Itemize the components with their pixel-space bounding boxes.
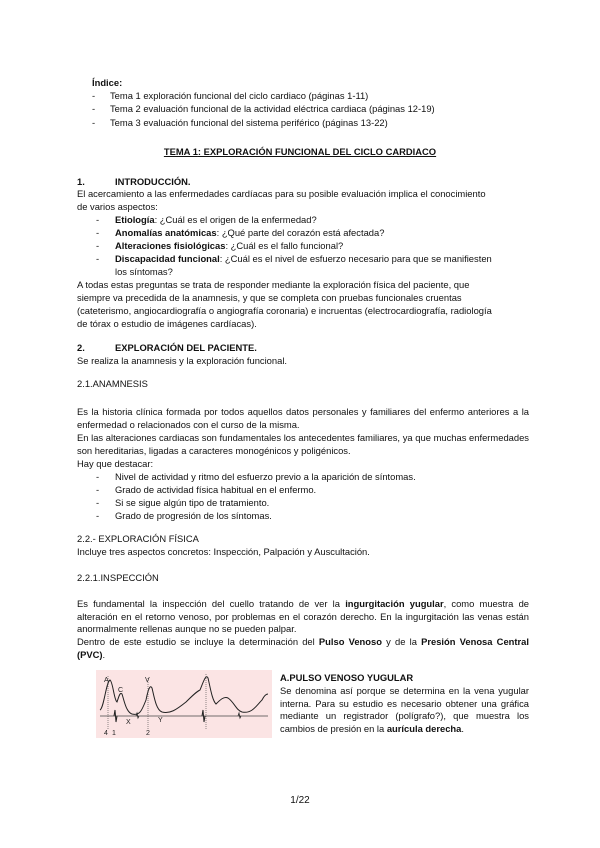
- label-v: V: [145, 677, 150, 684]
- aspect-dash: -: [96, 214, 100, 225]
- index-dash: -: [92, 90, 96, 101]
- section-1-para-line-4: de tórax o estudio de imágenes cardíacas).: [77, 318, 257, 329]
- section-1-number: 1.: [77, 176, 85, 187]
- anamnesis-dash: -: [96, 484, 100, 495]
- aspect-alteraciones: Alteraciones fisiológicas: ¿Cuál es el fallo funcional?: [115, 240, 344, 251]
- section-2-title: EXPLORACIÓN DEL PACIENTE.: [115, 342, 257, 353]
- inspeccion-paragraph-2: Dentro de este estudio se incluye la determinación del Pulso Venoso y de la Presión Venosa Central (PVC).: [77, 636, 529, 660]
- label-y: Y: [158, 717, 163, 724]
- anamnesis-dash: -: [96, 510, 100, 521]
- inspeccion-paragraph-1: Es fundamental la inspección del cuello tratando de ver la ingurgitación yugular, como muestra de alteración en el retorno venoso, por problemas en el corazón derecho. En la ingurgitación las venas están anormalmente rellenas aunque no se pueden palpar.: [77, 598, 529, 635]
- section-2-2-line: Incluye tres aspectos concretos: Inspección, Palpación y Auscultación.: [77, 546, 370, 557]
- aspect-discapacidad-cont: los síntomas?: [115, 266, 173, 277]
- aspect-dash: -: [96, 240, 100, 251]
- pulso-venoso-figure: [96, 670, 272, 738]
- index-item-2: Tema 2 evaluación funcional de la actividad eléctrica cardiaca (páginas 12-19): [110, 103, 435, 114]
- index-dash: -: [92, 103, 96, 114]
- section-1-intro-line-2: de varios aspectos:: [77, 201, 158, 212]
- aspect-anomalias: Anomalías anatómicas: ¿Qué parte del corazón está afectada?: [115, 227, 385, 238]
- anamnesis-item-1: Nivel de actividad y ritmo del esfuerzo previo a la aparición de síntomas.: [115, 471, 416, 482]
- tema-heading: TEMA 1: EXPLORACIÓN FUNCIONAL DEL CICLO CARDIACO: [163, 146, 437, 157]
- anamnesis-item-3: Si se sigue algún tipo de tratamiento.: [115, 497, 270, 508]
- index-item-1: Tema 1 exploración funcional del ciclo cardiaco (páginas 1-11): [110, 90, 369, 101]
- section-2-line: Se realiza la anamnesis y la exploración funcional.: [77, 355, 288, 366]
- label-c: C: [118, 687, 124, 694]
- label-1: 1: [112, 730, 116, 737]
- section-1-para-line-2: siempre va precedida de la anamnesis, y que se completa con pruebas funcionales cruentas: [77, 292, 462, 303]
- subsection-a-text: Se denomina así porque se determina en la vena yugular interna. Para su estudio es necesario obtener una gráfica mediante un registrador (polígrafo?), que muestra los cambios de presión en la aurícula derecha.: [280, 685, 529, 734]
- ecg-spike: [238, 713, 241, 718]
- anamnesis-dash: -: [96, 471, 100, 482]
- jugular-pulse-graph: [96, 670, 272, 738]
- ecg-spike: [114, 710, 117, 722]
- anamnesis-item-4: Grado de progresión de los síntomas.: [115, 510, 272, 521]
- anamnesis-item-2: Grado de actividad física habitual en el enfermo.: [115, 484, 317, 495]
- index-title: Índice:: [92, 77, 123, 88]
- section-2-number: 2.: [77, 342, 85, 353]
- section-2-2-1-title: 2.2.1.INSPECCIÓN: [77, 572, 159, 583]
- section-2-2-title: 2.2.- EXPLORACIÓN FÍSICA: [77, 533, 199, 544]
- section-1-para-line-3: (cateterismo, angiocardiografía o angiografía coronaria) e incruentas (electrocardiografía, radiología: [77, 305, 492, 316]
- section-2-1-title: 2.1.ANAMNESIS: [77, 378, 148, 389]
- section-1-para-line-1: A todas estas preguntas se trata de responder mediante la exploración física del paciente, que: [77, 279, 470, 290]
- index-dash: -: [92, 117, 96, 128]
- subsection-a-title: A.PULSO VENOSO YUGULAR: [280, 672, 414, 683]
- section-1-intro-line-1: El acercamiento a las enfermedades cardíacas para su posible evaluación implica el conocimiento: [77, 188, 486, 199]
- label-x: X: [126, 719, 131, 726]
- index-item-3: Tema 3 evaluación funcional del sistema periférico (páginas 13-22): [110, 117, 388, 128]
- aspect-dash: -: [96, 253, 100, 264]
- label-a: A: [104, 677, 109, 684]
- jugular-waveform: [100, 677, 268, 715]
- page-number: 1/22: [290, 795, 310, 806]
- label-2: 2: [146, 730, 150, 737]
- anamnesis-paragraph-3: Hay que destacar:: [77, 458, 154, 469]
- anamnesis-paragraph-2: En las alteraciones cardiacas son fundamentales los antecedentes familiares, ya que muchas enfermedades son hereditarias, ligadas a caracteres monogénicos y poligénicos.: [77, 432, 529, 456]
- label-4: 4: [104, 730, 108, 737]
- aspect-dash: -: [96, 227, 100, 238]
- aspect-discapacidad: Discapacidad funcional: ¿Cuál es el nivel de esfuerzo necesario para que se manifiesten: [115, 253, 492, 264]
- anamnesis-paragraph-1: Es la historia clínica formada por todos aquellos datos personales y familiares del enfermo anteriores a la enfermedad o relacionados con el curso de la misma.: [77, 406, 529, 430]
- anamnesis-dash: -: [96, 497, 100, 508]
- aspect-etiologia: Etiología: ¿Cuál es el origen de la enfermedad?: [115, 214, 317, 225]
- ecg-spike: [202, 710, 205, 722]
- section-1-title: INTRODUCCIÓN.: [115, 176, 191, 187]
